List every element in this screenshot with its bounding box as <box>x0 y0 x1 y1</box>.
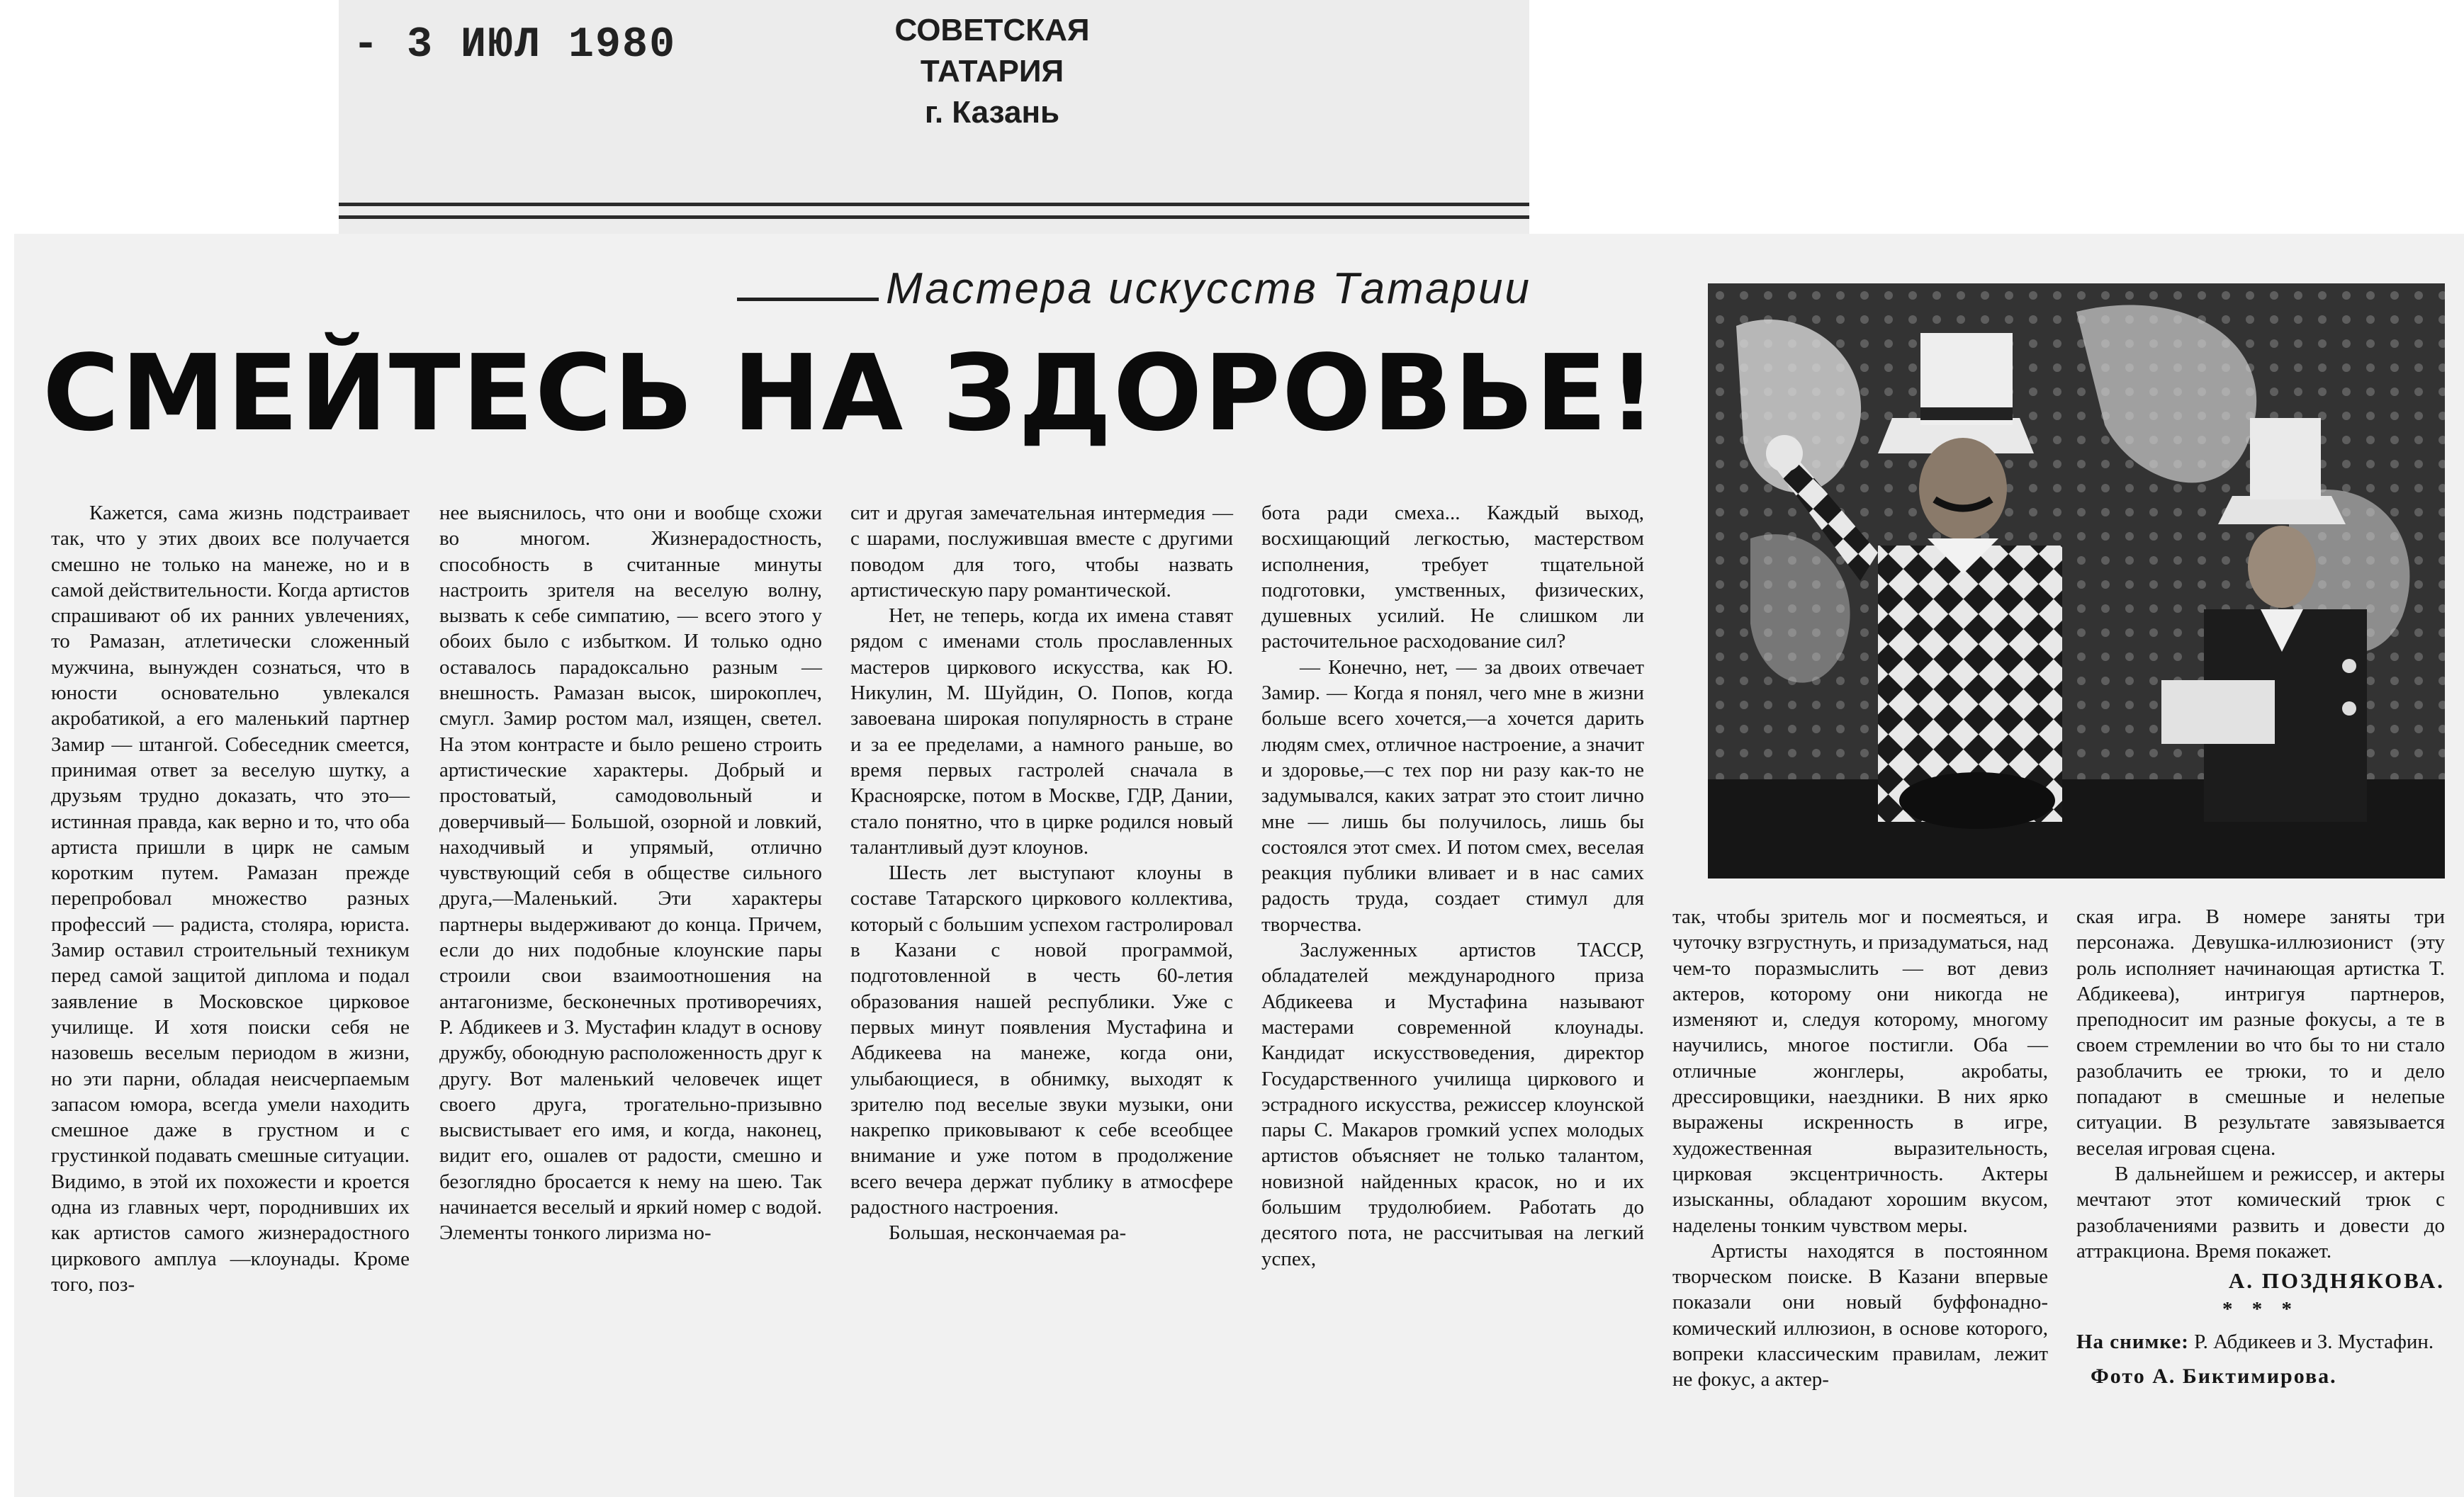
paragraph: Артисты находятся в постоянном творческом поиске. В Казани впервые показали они новый буффонадно-комический иллюзион, в основе которого, вопреки классическим правилам, лежит не фокус, а актер- <box>1672 1239 2048 1391</box>
article-column-2 <box>439 500 822 1246</box>
paragraph: ская игра. В номере заняты три персонажа. Девушка-иллюзионист (эту роль исполняет начинающая артистка Т. Абдикеева), интригуя партнеров, преподносит им разные фокусы, а те в своем стремлении во что бы то ни стало разоблачить ее трюки, то и дело попадают в смешные и нелепые ситуации. В результате завязывается веселая игровая сцена. <box>2076 905 2445 1160</box>
newspaper-name: СОВЕТСКАЯ ТАТАРИЯ <box>894 13 1090 89</box>
article-column-1 <box>51 500 410 1297</box>
rubric-rule <box>737 298 879 301</box>
article-column-6 <box>2076 904 2445 1389</box>
article-column-4 <box>1261 500 1644 1272</box>
paragraph: Кажется, сама жизнь подстраивает так, что у этих двоих все получается смешно не только на манеже, но и в самой действительности. Когда артистов спрашивают об их ранних увлечениях, то Рамазан, атлетически сложенный мужчина, вынужден сознаться, что в юности основательно увлекался акробатикой, а его маленький партнер Замир — штангой. Собеседник смеется, принимая ответ за веселую шутку, а друзьям трудно доказать, что это—истинная правда, как верно и то, что оба артиста пришли в цирк не самым коротким путем. Рамазан прежде перепробовал множество разных профессий — радиста, столяра, юриста. Замир оставил строительный техникум перед самой защитой диплома и подал заявление в Московское цирковое училище. И хотя поиски себя не назовешь веселым периодом в жизни, но эти парни, обладая неисчерпаемым запасом юмора, всегда умели находить смешное даже в грустном и с грустинкой подавать смешные ситуации. Видимо, в этой их похожести и кроется одна из главных черт, породнивших их как артистов самого жизнерадостного циркового амплуа —клоунады. Кроме того, поз- <box>51 502 410 1296</box>
stamp-rule-top <box>339 203 1529 206</box>
paragraph: Заслуженных артистов ТАССР, обладателей международного приза Абдикеева и Мустафина называют мастерами современной клоунады. Кандидат искусствоведения, директор Государственного училища циркового и эстрадного искусства, режиссер клоунской пары С. Макаров громкий успех молодых артистов объясняет не только талантом, новизной найденных красок, но и их большим трудолюбием. Работать до десятого пота, не рассчитывая на легкий успех, <box>1261 939 1644 1270</box>
newspaper-stamp <box>829 10 1155 133</box>
paragraph: Нет, не теперь, когда их имена ставят рядом с именами столь прославленных мастеров циркового искусства, как Ю. Никулин, М. Шуйдин, О. Попов, когда завоевана широкая популярность в стране и за ее пределами, а намного раньше, во время первых гастролей сначала в Красноярске, потом в Москве, ГДР, Дании, стало понятно, что в цирке родился новый талантливый дуэт клоунов. <box>850 604 1233 859</box>
photo-caption <box>2076 1328 2445 1355</box>
clowns-photo-image <box>1708 283 2445 879</box>
paragraph: Шесть лет выступают клоуны в составе Татарского циркового коллектива, который с большим успехом гастролировал в Казани с новой программой, подготовленной в честь 60-летия образования нашей республики. Уже с первых минут появления Мустафина и Абдикеева на манеже, когда они, улыбающиеся, в обнимку, выходят к зрителю под веселые звуки музыки, они накрепко приковывают к себе всеобщее внимание и уже потом в продолжение всего вечера держат публику в атмосфере радостного настроения. <box>850 862 1233 1219</box>
author-signature: А. ПОЗДНЯКОВА. <box>2228 1268 2445 1294</box>
caption-text: Р. Абдикеев и З. Мустафин. <box>2194 1330 2434 1353</box>
date-stamp: - 3 ИЮЛ 1980 <box>353 21 677 69</box>
photo-credit: Фото А. Биктимирова. <box>2091 1364 2337 1388</box>
newspaper-city: г. Казань <box>924 95 1060 130</box>
paragraph: В дальнейшем и режиссер, и актеры мечтают этот комический трюк с разоблачениями развить и довести до аттракциона. Время покажет. <box>2076 1162 2445 1262</box>
paragraph: нее выяснилось, что они и вообще схожи во многом. Жизнерадостность, способность в считанные минуты настроить зрителя на веселую волну, вызвать к себе симпатию, — всего этого у обоих было с избытком. И только одно оставалось парадоксально разным — внешность. Рамазан высок, широкоплеч, смугл. Замир ростом мал, изящен, светел. На этом контрасте и было решено строить артистические характеры. Добрый и простоватый, самодовольный и доверчивый— Большой, озорной и ловкий, находчивый и упрямый, отлично чувствующий себя в обществе сильного друга,—Маленький. Эти характеры партнеры выдерживают до конца. Причем, если до них подобные клоунские пары строили свои взаимоотношения на антагонизме, бесконечных противоречиях, Р. Абдикеев и З. Мустафин кладут в основу дружбу, обоюдную расположенность друг к другу. Вот маленький человечек ищет своего друга, трогательно-призывно высвистывает его имя, и когда, наконец, видит его, ошалев от радости, смешно и безоглядно бросается к нему на шею. Так начинается веселый и яркий номер с водой. Элементы тонкого лиризма но- <box>439 502 822 1245</box>
paragraph: бота ради смеха... Каждый выход, восхищающий легкостью, мастерством исполнения, требует тщательной подготовки, умственных, физических, душевных усилий. Не слишком ли расточительное расходование сил? <box>1261 502 1644 653</box>
article-column-3 <box>850 500 1233 1246</box>
stamp-rule-bottom <box>339 215 1529 219</box>
rubric: Мастера искусств Татарии <box>886 264 1531 313</box>
separator-stars: * * * <box>2222 1298 2299 1321</box>
caption-label: На снимке: <box>2076 1330 2189 1353</box>
paragraph: сит и другая замечательная интермедия — с шарами, послужившая вместе с другими поводом для того, чтобы назвать артистическую пару романтической. <box>850 502 1233 601</box>
paragraph: так, чтобы зритель мог и посмеяться, и чуточку взгрустнуть, и призадуматься, над чем-то поразмыслить — вот девиз актеров, которому они никогда не изменяют и, следуя которому, многому научились, многое постигли. Оба — отличные жонглеры, акробаты, дрессировщики, наездники. В них ярко выражены искренность в игре, художественная выразительность, цирковая эксцентричность. Актеры изысканны, обладают хорошим вкусом, наделены тонким чувством меры. <box>1672 905 2048 1237</box>
article-column-5 <box>1672 904 2048 1393</box>
paragraph: Большая, нескончаемая ра- <box>889 1221 1127 1245</box>
paragraph: — Конечно, нет, — за двоих отвечает Замир. — Когда я понял, чего мне в жизни больше всего хочется,—а хочется дарить людям смех, отличное настроение, а значит и здоровье,—с тех пор ни разу как-то не задумывался, каких затрат это стоит лично мне — лишь бы получилось, лишь бы состоялся этот смех. И потом смех, веселая реакция публики вливает и в нас самих радость труда, создает стимул для творчества. <box>1261 655 1644 936</box>
clowns-photo <box>1708 283 2445 879</box>
article-headline: СМЕЙТЕСЬ НА ЗДОРОВЬЕ! <box>43 332 1658 454</box>
